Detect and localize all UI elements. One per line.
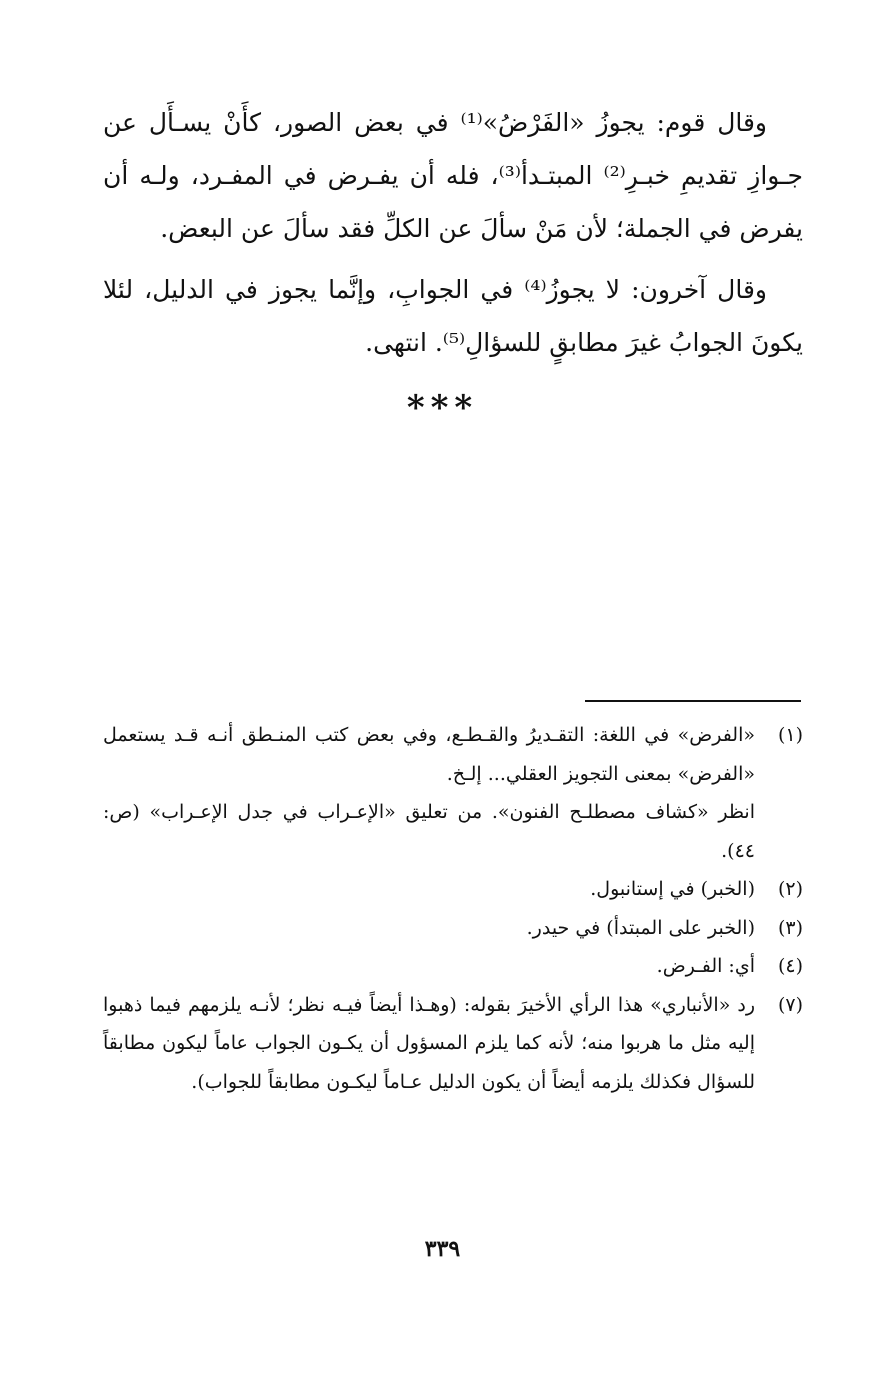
main-text [103, 96, 803, 377]
footnote-7 [103, 986, 803, 1102]
footnotes [103, 716, 803, 1101]
footnote-3 [103, 909, 803, 948]
footnote-text: «الفرض» في اللغة: التقـديرُ والقـطـع، وفي بعض كتب المنـطق أنـه قـد يستعمل «الفرض» بمعنى التجويز العقلي... إلـخ. [103, 724, 755, 785]
footnote-number: (٣) [777, 916, 803, 939]
footnote-text: أي: الفـرض. [656, 955, 755, 977]
body-paragraph-1: وقال قوم: يجوزُ «الفَرْضُ»⁽¹⁾ في بعض الصور، كأَنْ يسـأَل عن جـوازِ تقديمِ خبـرِ⁽²⁾ المبتـدأ⁽³⁾، فله أن يفـرض في المفـرد، ولـه أن يفرض في الجملة؛ لأن مَنْ سألَ عن الكلِّ فقد سألَ عن البعض. [103, 108, 804, 243]
footnote-1 [103, 716, 803, 870]
footnote-number: (٤) [777, 955, 803, 977]
body-paragraph-2: وقال آخرون: لا يجوزُ⁽⁴⁾ في الجوابِ، وإنَّما يجوز في الدليل، لئلا يكونَ الجوابُ غيرَ مطابقٍ للسؤالِ⁽⁵⁾. انتهى. [103, 275, 803, 357]
footnote-4 [103, 947, 803, 986]
footnote-2 [103, 870, 803, 909]
footnote-text: رد «الأنباري» هذا الرأي الأخيرَ بقوله: (وهـذا أيضاً فيـه نظر؛ لأنـه يلزمهم فيما ذهبوا إليه مثل ما هربوا منه؛ لأنه كما يلزم المسؤول أن يكـون الجواب عاماً ليكون مطابقاً للسؤال فكذلك يلزمه أيضاً أن يكون الدليل عـاماً ليكـون مطابقاً للجواب). [103, 993, 756, 1093]
page-number: ٣٣٩ [424, 1236, 461, 1262]
footnote-text: انظر «كشاف مصطلـح الفنون». من تعليق «الإعـراب في جدل الإعـراب» (ص: ٤٤). [103, 801, 755, 862]
footnote-number: (٢) [777, 878, 803, 900]
footnote-text: (الخبر) في إستانبول. [590, 878, 755, 900]
footnote-number: (٧) [777, 993, 803, 1016]
footnote-text: (الخبر على المبتدأ) في حيدر. [526, 916, 755, 939]
section-separator: *** [406, 388, 479, 428]
footnote-divider [585, 700, 801, 702]
footnote-number: (١) [777, 724, 803, 746]
